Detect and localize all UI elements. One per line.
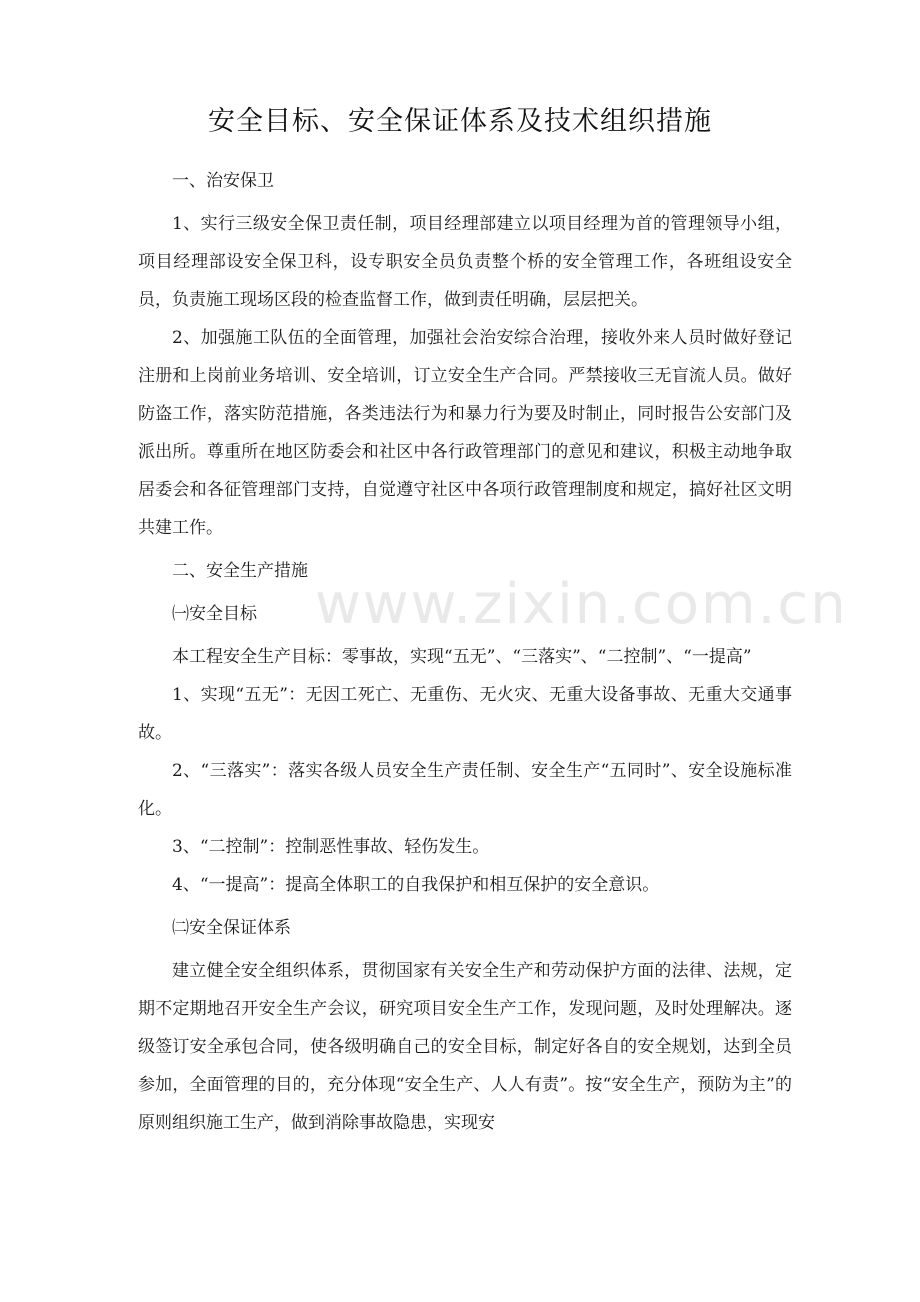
list-item-one-improvement: 4、“一提高”：提高全体职工的自我保护和相互保护的安全意识。 — [172, 875, 660, 895]
watermark: www.zixin.com.cn — [315, 572, 848, 637]
list-item-five-nos: 1、实现“五无”：无因工死亡、无重伤、无火灾、无重大设备事故、无重大交通事故。 — [138, 685, 792, 743]
paragraph-safety-assurance-system: 建立健全安全组织体系，贯彻国家有关安全生产和劳动保护方面的法律、法规，定期不定期地召开安全生产会议，研究项目安全生产工作，发现问题，及时处理解决。逐级签订安全承包合同，使各级明确自己的安全目标，制定好各自的安全规划，达到全员参加，全面管理的目的，充分体现“安全生产、人人有责”。按“安全生产，预防为主”的原则组织施工生产，做到消除事故隐患，实现安 — [138, 961, 792, 1133]
section-heading-public-security: 一、治安保卫 — [172, 171, 274, 191]
subsection-heading-safety-target: ㈠安全目标 — [172, 604, 257, 624]
list-item-two-controls: 3、“二控制”：控制恶性事故、轻伤发生。 — [172, 837, 490, 857]
document-body — [138, 162, 792, 1142]
list-item-three-implementations: 2、“三落实”：落实各级人员安全生产责任制、安全生产“五同时”、安全设施标准化。 — [138, 761, 792, 819]
document-title: 安全目标、安全保证体系及技术组织措施 — [208, 106, 712, 137]
section-heading-safety-measures: 二、安全生产措施 — [172, 561, 308, 581]
paragraph-team-management: 2、加强施工队伍的全面管理，加强社会治安综合治理，接收外来人员时做好登记注册和上岗前业务培训、安全培训，订立安全生产合同。严禁接收三无盲流人员。做好防盗工作，落实防范措施，各类违法行为和暴力行为要及时制止，同时报告公安部门及派出所。尊重所在地区防委会和社区中各行政管理部门的意见和建议，积极主动地争取居委会和各征管理部门支持，自觉遵守社区中各项行政管理制度和规定，搞好社区文明共建工作。 — [138, 328, 792, 538]
paragraph-security-responsibility: 1、实行三级安全保卫责任制，项目经理部建立以项目经理为首的管理领导小组，项目经理部设安全保卫科，设专职安全员负责整个桥的安全管理工作，各班组设安全员，负责施工现场区段的检查监督工作，做到责任明确，层层把关。 — [138, 214, 792, 310]
subsection-heading-safety-assurance: ㈡安全保证体系 — [172, 918, 291, 938]
paragraph-safety-target-intro: 本工程安全生产目标：零事故，实现“五无”、“三落实”、“二控制”、“一提高” — [172, 647, 752, 667]
